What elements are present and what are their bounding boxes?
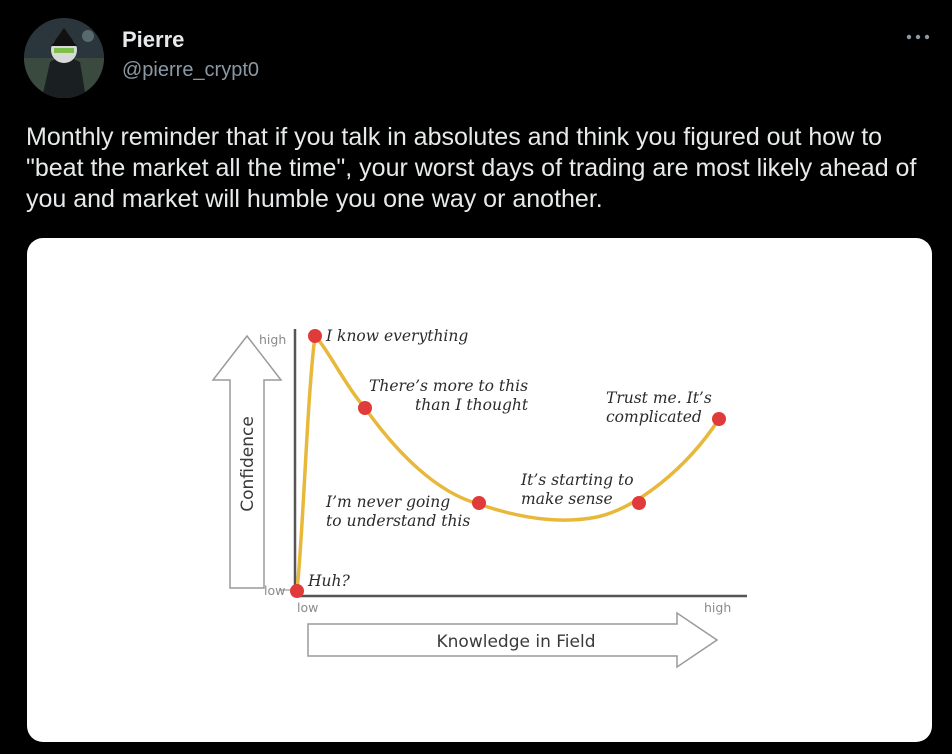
x-high-label: high	[704, 600, 732, 615]
tweet-image[interactable]	[27, 238, 932, 742]
y-axis-title: Confidence	[238, 416, 258, 512]
author-name[interactable]: Pierre	[122, 27, 185, 52]
point-starting-sense	[632, 496, 646, 510]
label-never-line2: to understand this	[326, 512, 471, 530]
y-high-label: high	[259, 332, 287, 347]
label-know-everything: I know everything	[326, 327, 469, 345]
avatar-image	[24, 18, 104, 98]
point-know-everything	[308, 329, 322, 343]
point-more-to-this	[358, 401, 372, 415]
tweet-text: Monthly reminder that if you talk in absolutes and think you figured out how to "beat the market all the time", your worst days of trading are most likely ahead of you and market will humble you one way or another.	[26, 123, 917, 213]
y-low-label: low	[264, 583, 286, 598]
label-more-line2: than I thought	[415, 396, 529, 414]
label-starting-line1: It’s starting to	[521, 471, 634, 489]
point-huh	[290, 584, 304, 598]
confidence-curve	[297, 336, 719, 590]
label-starting-line2: make sense	[521, 490, 613, 508]
point-complicated	[712, 412, 726, 426]
label-never-line1: I’m never going	[326, 493, 451, 511]
label-huh: Huh?	[308, 572, 350, 590]
point-never-understand	[472, 496, 486, 510]
x-axis-title: Knowledge in Field	[436, 632, 596, 652]
x-low-label: low	[297, 600, 319, 615]
more-options-button[interactable]	[904, 26, 932, 48]
label-more-line1: There’s more to this	[369, 377, 529, 395]
confidence-knowledge-diagram	[27, 238, 932, 742]
ellipsis-icon	[906, 34, 930, 40]
label-trust-line1: Trust me. It’s	[606, 389, 712, 407]
author-handle[interactable]: @pierre_crypt0	[122, 59, 260, 81]
avatar[interactable]	[24, 18, 104, 98]
label-trust-line2: complicated	[606, 408, 702, 426]
